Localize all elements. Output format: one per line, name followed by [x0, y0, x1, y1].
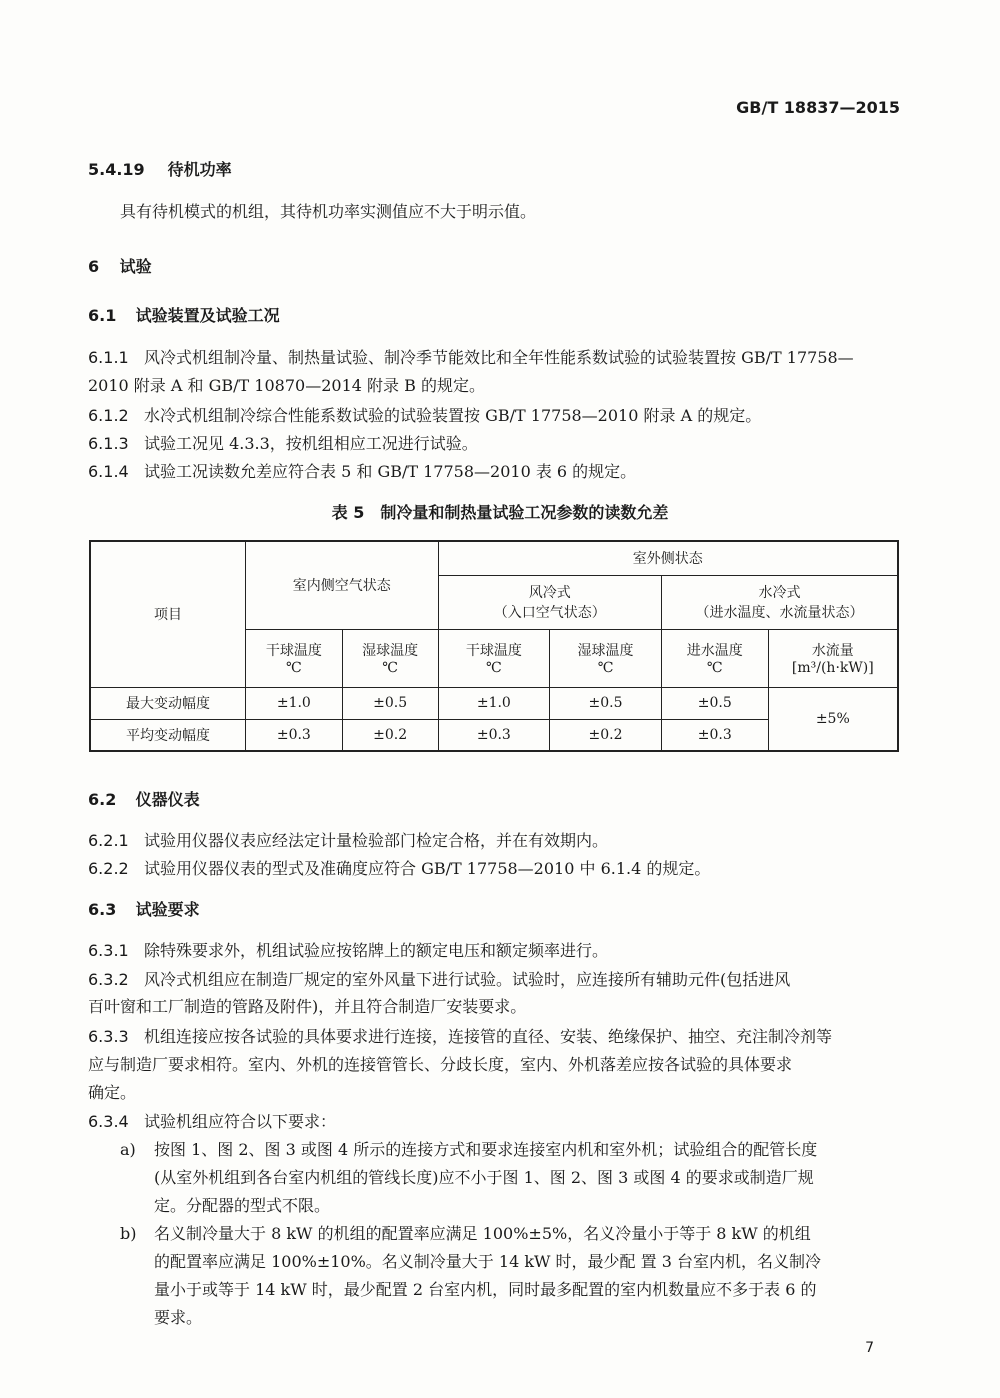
- row-label-max: 最大变动幅度: [90, 687, 245, 719]
- clause-number: 6.1.4: [88, 462, 129, 481]
- clause-6-1-4: [88, 459, 908, 485]
- cell: ±1.0: [245, 687, 342, 719]
- clause-6-3-2-line2: 百叶窗和工厂制造的管路及附件)，并且符合制造厂安装要求。: [88, 997, 527, 1016]
- table-row: [90, 687, 898, 719]
- clause-text: 试验机组应符合以下要求：: [144, 1112, 337, 1131]
- section-5-4-19-text: 具有待机模式的机组，其待机功率实测值应不大于明示值。: [120, 202, 537, 221]
- clause-6-3-1: [88, 938, 908, 964]
- list-marker: b): [120, 1224, 137, 1243]
- clause-text: 机组连接应按各试验的具体要求进行连接，连接管的直径、安装、绝缘保护、抽空、充注制冷剂等: [144, 1027, 833, 1046]
- list-item-a-line1: [120, 1137, 940, 1163]
- clause-number: 6.3.2: [88, 970, 129, 989]
- col-outdoor-dry-bulb: 干球温度 ℃: [438, 629, 550, 687]
- section-6-1-heading: [88, 303, 908, 329]
- clause-text: 风冷式机组应在制造厂规定的室外风量下进行试验。试验时，应连接所有辅助元件(包括进风: [144, 970, 791, 989]
- clause-text: 除特殊要求外，机组试验应按铭牌上的额定电压和额定频率进行。: [144, 941, 609, 960]
- cell: ±0.3: [245, 719, 342, 751]
- clause-6-1-1-line2: 2010 附录 A 和 GB/T 10870—2014 附录 B 的规定。: [88, 376, 485, 395]
- header-outdoor: 室外侧状态: [438, 541, 898, 575]
- clause-6-3-2-line1: [88, 967, 908, 993]
- clause-number: 6.1.1: [88, 348, 129, 367]
- clause-text: 试验用仪器仪表应经法定计量检验部门检定合格，并在有效期内。: [144, 831, 609, 850]
- clause-6-3-3-line1: [88, 1024, 908, 1050]
- list-text: 按图 1、图 2、图 3 或图 4 所示的连接方式和要求连接室内机和室外机；试验组合的配管长度: [154, 1140, 818, 1159]
- list-item-b-line1: [120, 1221, 940, 1247]
- cell-flow-tolerance: ±5%: [768, 687, 898, 751]
- section-title: 试验装置及试验工况: [135, 306, 280, 325]
- cell: ±0.5: [661, 687, 768, 719]
- cell: ±0.5: [550, 687, 662, 719]
- list-item-a-line3: 定。分配器的型式不限。: [154, 1196, 331, 1215]
- list-item-b-line2: 的配置率应满足 100%±10%。名义制冷量大于 14 kW 时，最少配 置 3 台室内机，名义制冷: [154, 1252, 821, 1271]
- clause-number: 6.1.2: [88, 406, 129, 425]
- clause-6-3-4: [88, 1109, 908, 1135]
- clause-text: 试验工况见 4.3.3，按机组相应工况进行试验。: [144, 434, 478, 453]
- section-title: 待机功率: [167, 160, 232, 179]
- section-title: 试验: [119, 257, 152, 276]
- clause-6-2-2: [88, 856, 908, 882]
- section-6-2-heading: [88, 787, 908, 813]
- header-indoor: 室内侧空气状态: [245, 541, 438, 629]
- col-indoor-dry-bulb: 干球温度 ℃: [245, 629, 342, 687]
- clause-number: 6.3.4: [88, 1112, 129, 1131]
- clause-6-3-3-line3: 确定。: [88, 1083, 137, 1102]
- section-number: 6.1: [88, 306, 117, 325]
- clause-text: 试验工况读数允差应符合表 5 和 GB/T 17758—2010 表 6 的规定。: [144, 462, 637, 481]
- col-water-flow: 水流量 [m³/(h·kW)]: [768, 629, 898, 687]
- clause-6-2-1: [88, 828, 908, 854]
- cell: ±0.5: [342, 687, 438, 719]
- clause-6-1-3: [88, 431, 908, 457]
- section-6-heading: [88, 254, 908, 280]
- table-5-caption: 表 5 制冷量和制热量试验工况参数的读数允差: [331, 503, 669, 522]
- clause-number: 6.3.1: [88, 941, 129, 960]
- clause-number: 6.2.2: [88, 859, 129, 878]
- list-item-b-line4: 要求。: [154, 1308, 203, 1327]
- section-title: 试验要求: [135, 900, 200, 919]
- clause-text: 风冷式机组制冷量、制热量试验、制冷季节能效比和全年性能系数试验的试验装置按 GB/T 17758—: [144, 348, 854, 367]
- standard-number: GB/T 18837—2015: [736, 98, 900, 117]
- cell: ±1.0: [438, 687, 550, 719]
- cell: ±0.3: [438, 719, 550, 751]
- section-5-4-19-heading: [88, 157, 908, 183]
- header-water-cooled: 水冷式 （进水温度、水流量状态）: [661, 575, 898, 629]
- header-item: 项目: [90, 541, 245, 687]
- list-item-a-line2: (从室外机组到各台室内机组的管线长度)应不小于图 1、图 2、图 3 或图 4 的要求或制造厂规: [154, 1168, 814, 1187]
- clause-number: 6.1.3: [88, 434, 129, 453]
- clause-text: 水冷式机组制冷综合性能系数试验的试验装置按 GB/T 17758—2010 附录 A 的规定。: [144, 406, 762, 425]
- col-inlet-water-temp: 进水温度 ℃: [661, 629, 768, 687]
- cell: ±0.2: [550, 719, 662, 751]
- section-number: 6: [88, 257, 100, 276]
- clause-text: 试验用仪器仪表的型式及准确度应符合 GB/T 17758—2010 中 6.1.4 的规定。: [144, 859, 711, 878]
- section-number: 6.3: [88, 900, 117, 919]
- clause-number: 6.3.3: [88, 1027, 129, 1046]
- col-outdoor-wet-bulb: 湿球温度 ℃: [550, 629, 662, 687]
- clause-6-1-1-line1: [88, 345, 908, 371]
- section-number: 6.2: [88, 790, 117, 809]
- list-text: 名义制冷量大于 8 kW 的机组的配置率应满足 100%±5%，名义冷量小于等于 8 kW 的机组: [154, 1224, 811, 1243]
- col-indoor-wet-bulb: 湿球温度 ℃: [342, 629, 438, 687]
- section-title: 仪器仪表: [135, 790, 200, 809]
- clause-6-1-2: [88, 403, 908, 429]
- table-5: [89, 540, 899, 752]
- header-air-cooled: 风冷式 （入口空气状态）: [438, 575, 661, 629]
- section-6-3-heading: [88, 897, 908, 923]
- clause-number: 6.2.1: [88, 831, 129, 850]
- list-item-b-line3: 量小于或等于 14 kW 时，最少配置 2 台室内机，同时最多配置的室内机数量应不多于表 6 的: [154, 1280, 817, 1299]
- cell: ±0.3: [661, 719, 768, 751]
- row-label-avg: 平均变动幅度: [90, 719, 245, 751]
- clause-6-3-3-line2: 应与制造厂要求相符。室内、外机的连接管管长、分歧长度，室内、外机落差应按各试验的具体要求: [88, 1055, 793, 1074]
- list-marker: a): [120, 1140, 136, 1159]
- cell: ±0.2: [342, 719, 438, 751]
- section-number: 5.4.19: [88, 160, 145, 179]
- page-number: 7: [865, 1340, 874, 1356]
